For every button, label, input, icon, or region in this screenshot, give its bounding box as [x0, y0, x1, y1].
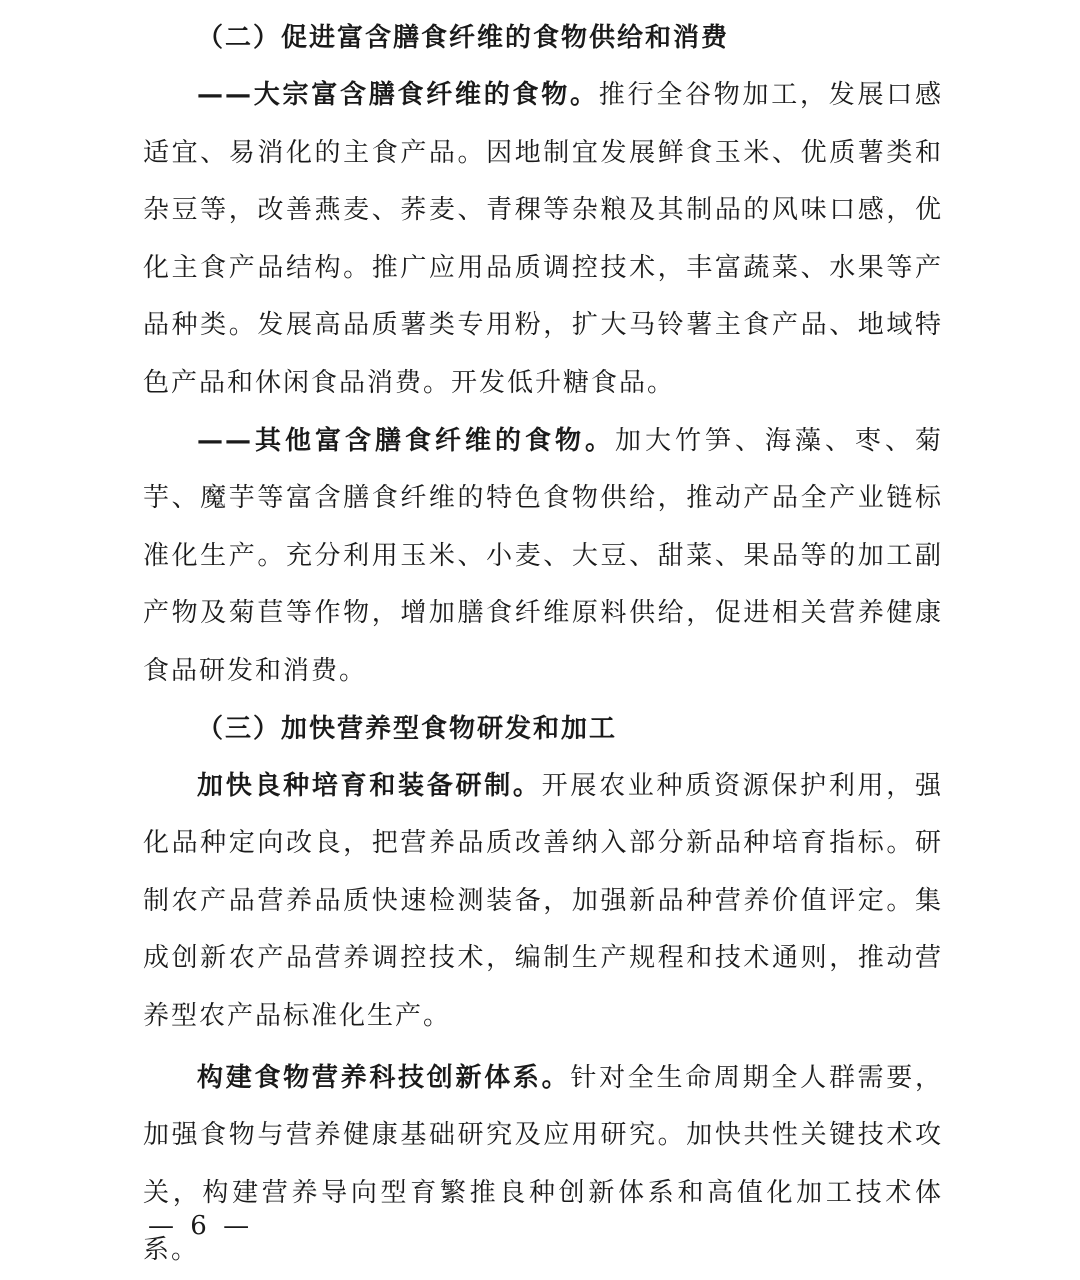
paragraph-lead: 构建食物营养科技创新体系。 [197, 1062, 571, 1093]
paragraph-breeding-equipment [143, 758, 943, 1046]
section-heading-2: （二）促进富含膳食纤维的食物供给和消费 [197, 23, 730, 53]
paragraph-text: 推行全谷物加工，发展口感适宜、易消化的主食产品。因地制宜发展鲜食玉米、优质薯类和杂豆等，改善燕麦、荞麦、青稞等杂粮及其制品的风味口感，优化主食产品结构。推广应用品质调控技术，丰富蔬菜、水果等产品种类。发展高品质薯类专用粉，扩大马铃薯主食产品、地域特色产品和休闲食品消费。开发低升糖食品。 [143, 80, 943, 398]
paragraph-staple-fiber-foods [143, 67, 943, 413]
paragraph-text: 加大竹笋、海藻、枣、菊芋、魔芋等富含膳食纤维的特色食物供给，推动产品全产业链标准化生产。充分利用玉米、小麦、大豆、甜菜、果品等的加工副产物及菊苣等作物，增加膳食纤维原料供给，促进相关营养健康食品研发和消费。 [143, 425, 943, 686]
paragraph-lead: 加快良种培育和装备研制。 [197, 770, 542, 801]
section-heading-3: （三）加快营养型食物研发和加工 [197, 713, 618, 744]
paragraph-text: 开展农业种质资源保护利用，强化品种定向改良，把营养品质改善纳入部分新品种培育指标。研制农产品营养品质快速检测装备，加强新品种营养价值评定。集成创新农产品营养调控技术，编制生产规程和技术通则，推动营养型农产品标准化生产。 [143, 770, 943, 1031]
paragraph-text: 针对全生命周期全人群需要，加强食物与营养健康基础研究及应用研究。加快共性关键技术攻关，构建营养导向型育繁推良种创新体系和高值化加工技术体系。 [143, 1062, 943, 1266]
paragraph-innovation-system [143, 1050, 943, 1280]
paragraph-lead: ——大宗富含膳食纤维的食物。 [197, 80, 599, 110]
paragraph-other-fiber-foods [143, 413, 943, 701]
document-body [143, 10, 943, 1280]
paragraph-lead: ——其他富含膳食纤维的食物。 [197, 425, 615, 456]
page-number: — 6 — [148, 1211, 254, 1241]
